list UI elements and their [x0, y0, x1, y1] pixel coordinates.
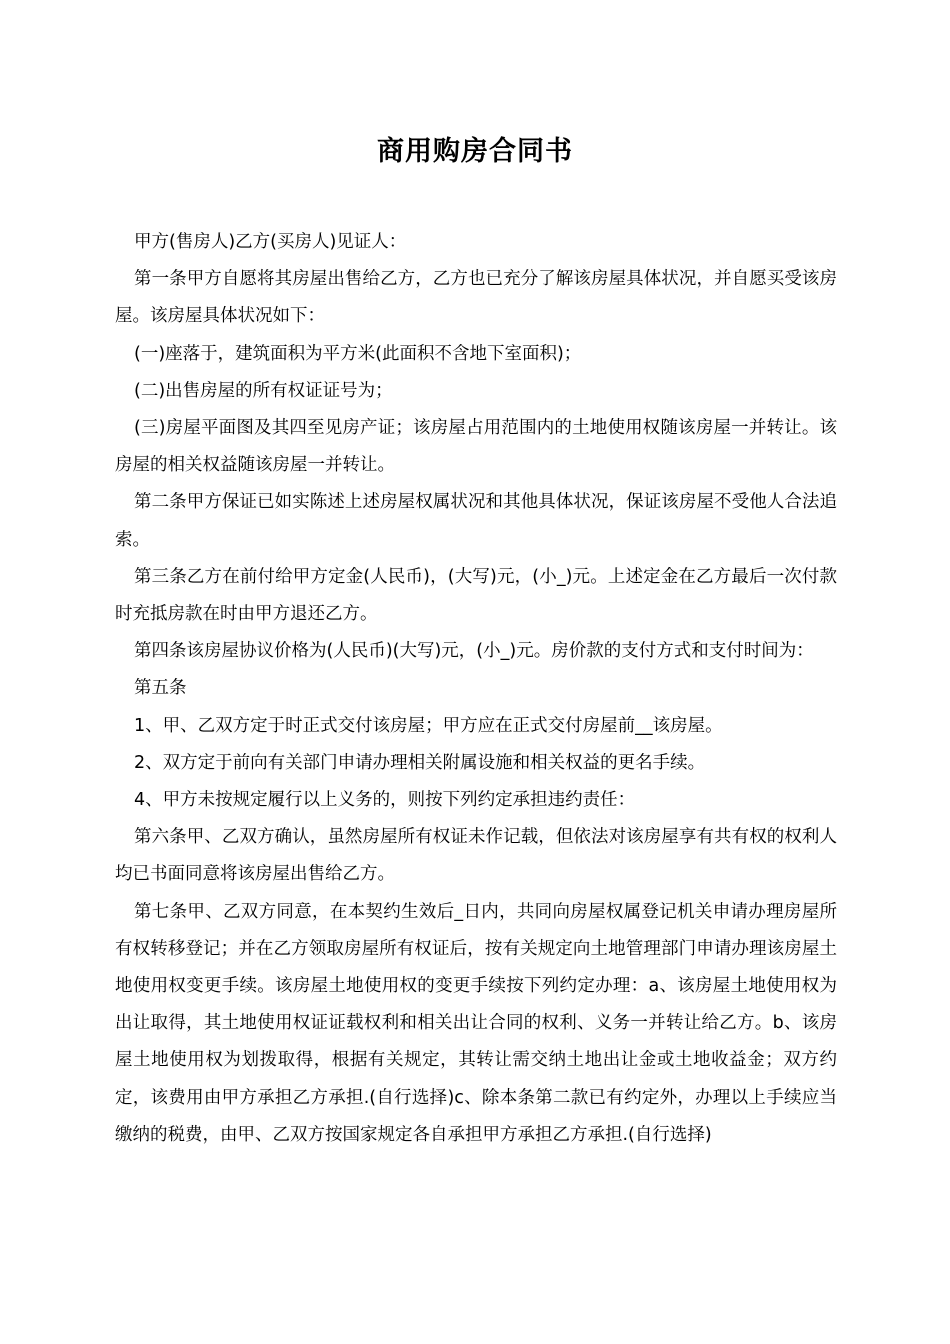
article-6: 第六条甲、乙双方确认，虽然房屋所有权证未作记载，但依法对该房屋享有共有权的权利人均已书面同意将该房屋出售给乙方。 [115, 827, 837, 885]
article-1: 第一条甲方自愿将其房屋出售给乙方，乙方也已充分了解该房屋具体状况，并自愿买受该房屋。该房屋具体状况如下： [115, 269, 837, 327]
article-3: 第三条乙方在前付给甲方定金(人民币)，(大写)元，(小_)元。上述定金在乙方最后一次付款时充抵房款在时由甲方退还乙方。 [115, 566, 837, 625]
article-5-clause-1: 1、甲、乙双方定于时正式交付该房屋；甲方应在正式交付房屋前__该房屋。 [134, 715, 723, 736]
contract-body [115, 224, 837, 1154]
article-2: 第二条甲方保证已如实陈述上述房屋权属状况和其他具体状况，保证该房屋不受他人合法追索。 [115, 492, 837, 550]
article-1-item-2: (二)出售房屋的所有权证证号为； [134, 380, 393, 401]
article-1-item-1: (一)座落于，建筑面积为平方米(此面积不含地下室面积)； [134, 343, 582, 364]
article-1-item-3: (三)房屋平面图及其四至见房产证；该房屋占用范围内的土地使用权随该房屋一并转让。该房屋的相关权益随该房屋一并转让。 [115, 418, 837, 476]
article-7: 第七条甲、乙双方同意，在本契约生效后_日内，共同向房屋权属登记机关申请办理房屋所有权转移登记；并在乙方领取房屋所有权证后，按有关规定向土地管理部门申请办理该房屋土地使用权变更手续。该房屋土地使用权的变更手续按下列约定办理：a、该房屋土地使用权为出让取得，其土地使用权证证载权利和相关出让合同的权利、义务一并转让给乙方。b、该房屋土地使用权为划拨取得，根据有关规定，其转让需交纳土地出让金或土地收益金；双方约定，该费用由甲方承担乙方承担.(自行选择)c、除本条第二款已有约定外，办理以上手续应当缴纳的税费，由甲、乙双方按国家规定各自承担甲方承担乙方承担.(自行选择) [115, 901, 837, 1145]
article-4: 第四条该房屋协议价格为(人民币)(大写)元，(小_)元。房价款的支付方式和支付时间为： [134, 641, 814, 662]
article-5-clause-4: 4、甲方未按规定履行以上义务的，则按下列约定承担违约责任： [134, 790, 636, 811]
parties-line: 甲方(售房人)乙方(买房人)见证人： [134, 232, 407, 252]
document-title: 商用购房合同书 [377, 136, 573, 167]
article-5-heading: 第五条 [134, 678, 187, 699]
article-5-clause-2: 2、双方定于前向有关部门申请办理相关附属设施和相关权益的更名手续。 [134, 752, 706, 773]
